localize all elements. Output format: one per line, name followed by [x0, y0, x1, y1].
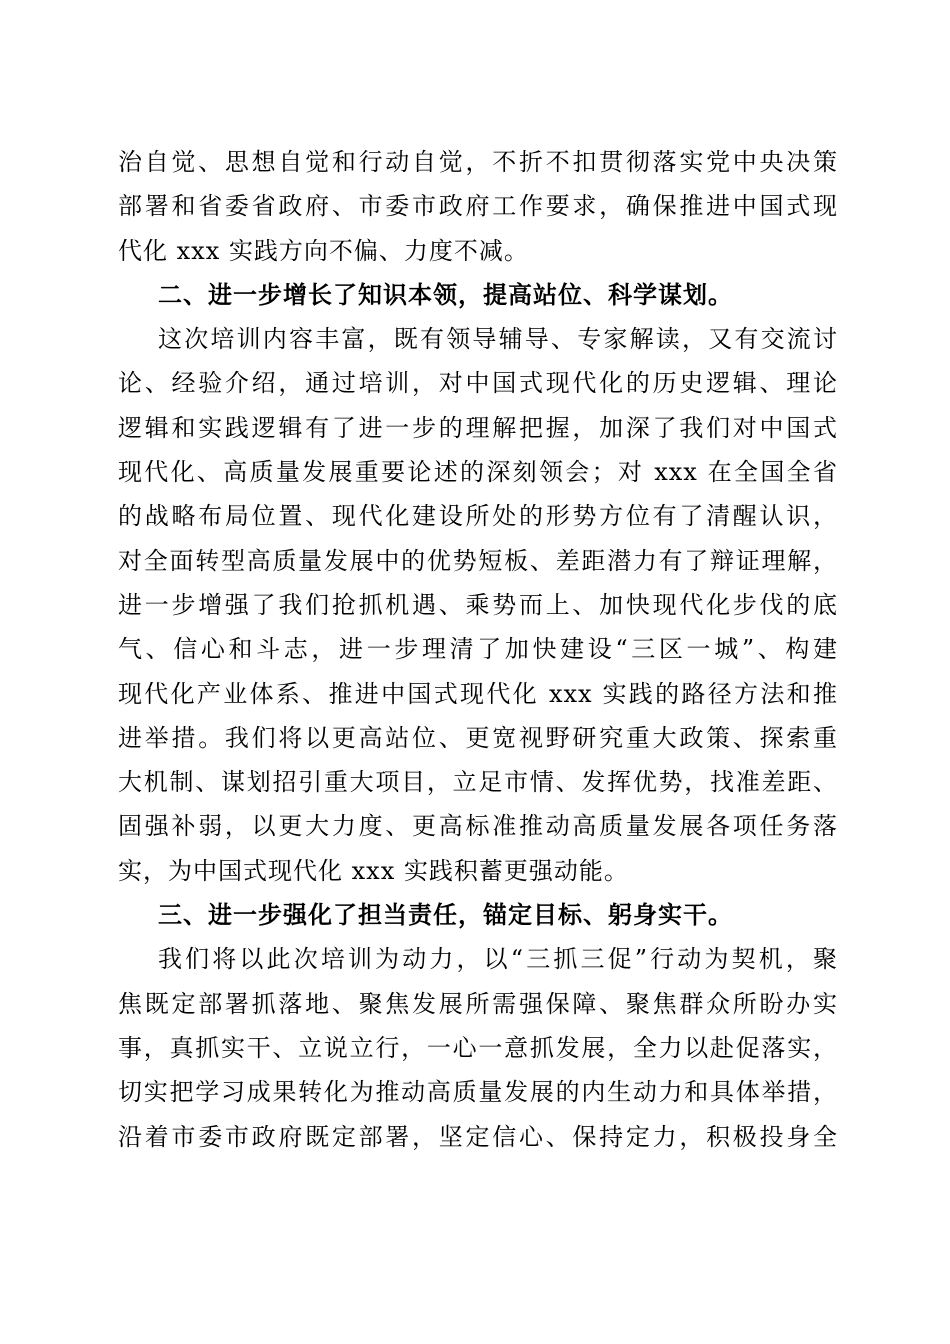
- paragraph-2: [118, 317, 838, 893]
- text-line: 进举措。我们将以更高站位、更宽视野研究重大政策、探索重: [118, 723, 838, 752]
- text-line: 切实把学习成果转化为推动高质量发展的内生动力和具体举措，: [118, 1078, 838, 1107]
- text-line: 气、信心和斗志，进一步理清了加快建设“三区一城”、构建: [118, 635, 838, 664]
- text-line: 实，为中国式现代化 xxx 实践积蓄更强动能。: [118, 856, 629, 885]
- text-line: 部署和省委省政府、市委市政府工作要求，确保推进中国式现: [118, 192, 838, 221]
- text-line: 大机制、谋划招引重大项目，立足市情、发挥优势，找准差距、: [118, 768, 838, 797]
- text-line: 沿着市委市政府既定部署，坚定信心、保持定力，积极投身全: [118, 1122, 838, 1151]
- text-line: 对全面转型高质量发展中的优势短板、差距潜力有了辩证理解，: [118, 546, 838, 575]
- text-line: 固强补弱，以更大力度、更高标准推动高质量发展各项任务落: [118, 812, 838, 841]
- text-line: 的战略布局位置、现代化建设所处的形势方位有了清醒认识，: [118, 502, 838, 531]
- text-line: 这次培训内容丰富，既有领导辅导、专家解读，又有交流讨: [158, 325, 838, 354]
- text-line: 我们将以此次培训为动力，以“三抓三促”行动为契机，聚: [158, 945, 838, 974]
- text-line: 事，真抓实干、立说立行，一心一意抓发展，全力以赴促落实，: [118, 1033, 838, 1062]
- text-line: 焦既定部署抓落地、聚焦发展所需强保障、聚焦群众所盼办实: [118, 989, 838, 1018]
- text-line: 治自觉、思想自觉和行动自觉，不折不扣贯彻落实党中央决策: [118, 148, 838, 176]
- paragraph-3: [118, 937, 838, 1158]
- paragraph-1: [118, 140, 838, 273]
- text-line: 逻辑和实践逻辑有了进一步的理解把握，加深了我们对中国式: [118, 413, 838, 442]
- text-line: 现代化产业体系、推进中国式现代化 xxx 实践的路径方法和推: [118, 679, 838, 708]
- section-heading-2: 二、进一步增长了知识本领，提高站位、科学谋划。: [158, 280, 733, 309]
- text-line: 论、经验介绍，通过培训，对中国式现代化的历史逻辑、理论: [118, 369, 838, 398]
- text-line: 代化 xxx 实践方向不偏、力度不减。: [118, 236, 529, 265]
- text-line: 进一步增强了我们抢抓机遇、乘势而上、加快现代化步伐的底: [118, 590, 838, 619]
- document-body: [118, 140, 838, 1159]
- text-line: 现代化、高质量发展重要论述的深刻领会；对 xxx 在全国全省: [118, 458, 838, 487]
- section-heading-3: 三、进一步强化了担当责任，锚定目标、躬身实干。: [158, 901, 733, 930]
